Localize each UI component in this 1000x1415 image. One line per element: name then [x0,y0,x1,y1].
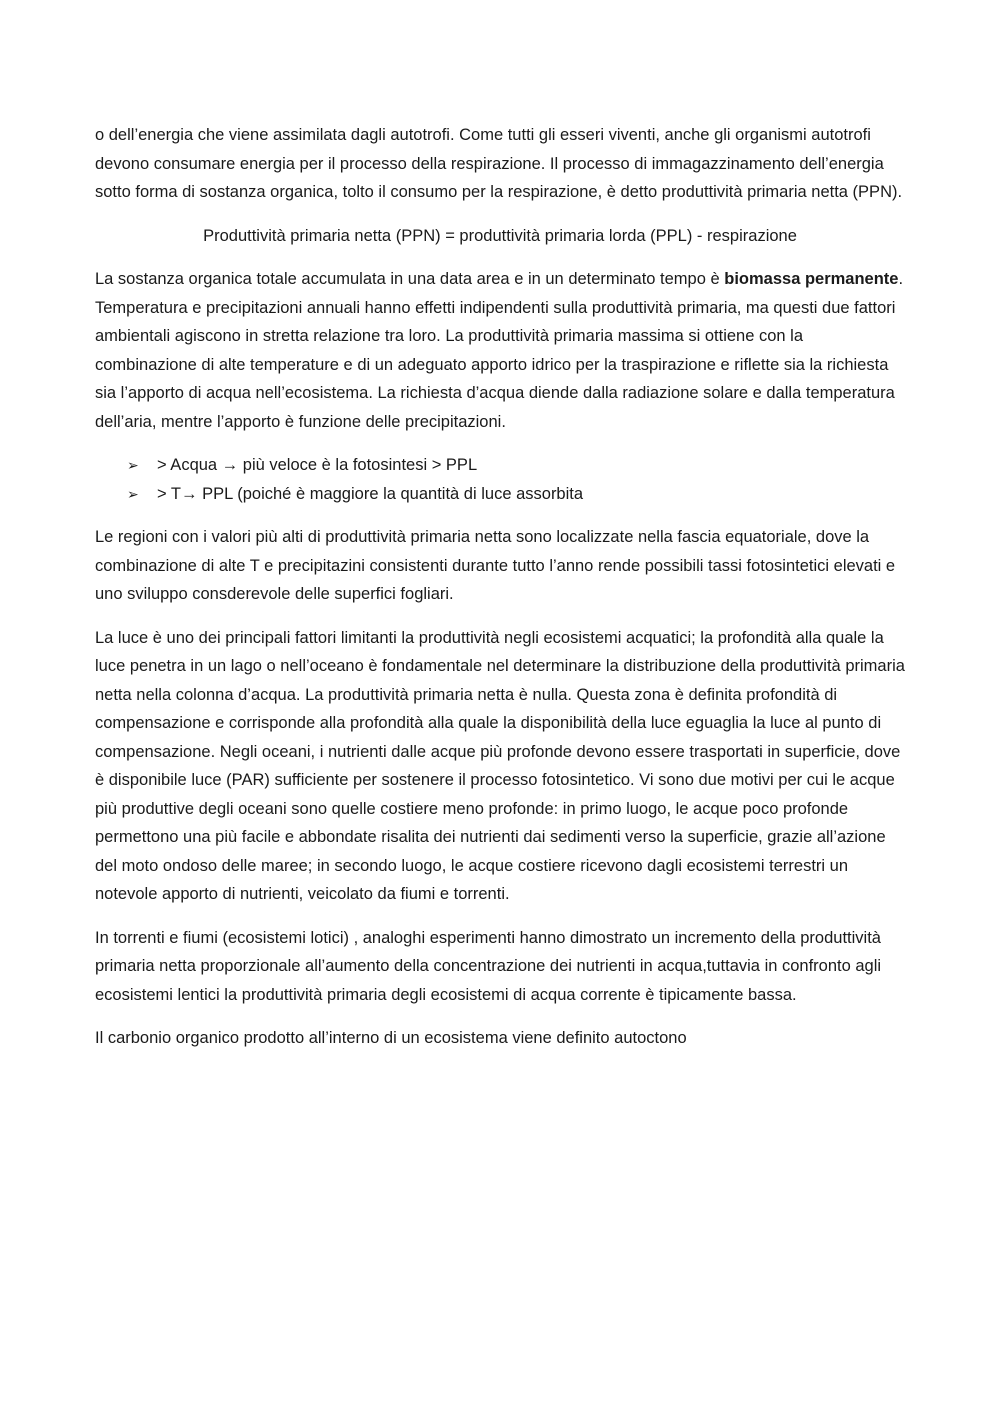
arrow-bullet-icon: ➢ [127,485,139,502]
term-biomassa-permanente: biomassa permanente [724,270,899,288]
paragraph-luce-ecosistemi-acquatici: La luce è uno dei principali fattori limitanti la produttività negli ecosistemi acquatici; la profondità alla quale la luce penetra in un lago o nell’oceano è fondamentale nel determinare la distribuzione della produttività primaria netta nella colonna d’acqua. La produttività primaria netta è nulla. Questa zona è definita profondità di compensazione e corrisponde alla profondità alla quale la disponibilità della luce eguaglia la luce al punto di compensazione. Negli oceani, i nutrienti dalle acque più profonde devono essere trasportati in superficie, dove è disponibile luce (PAR) sufficiente per sostenere il processo fotosintetico. Vi sono due motivi per cui le acque più produttive degli oceani sono quelle costiere meno profonde: in primo luogo, le acque poco profonde permettono una più facile e abbondate risalita dei nutrienti dai sedimenti verso la superficie, grazie all’azione del moto ondoso delle maree; in secondo luogo, le acque costiere ricevono dagli ecosistemi terrestri un notevole apporto di nutrienti, veicolato da fiumi e torrenti. [95,628,905,903]
paragraph-torrenti-fiumi: In torrenti e fiumi (ecosistemi lotici) , analoghi esperimenti hanno dimostrato un incremento della produttività primaria netta proporzionale all’aumento della concentrazione dei nutrienti in acqua,tuttavia in confronto agli ecosistemi lentici la produttività primaria degli ecosistemi di acqua corrente è tipicamente bassa. [95,928,882,1004]
list-item-text: > T→ PPL (poiché è maggiore la quantità di luce assorbita [157,484,584,503]
paragraph-ppn-definition: o dell’energia che viene assimilata dagli autotrofi. Come tutti gli esseri viventi, anche gli organismi autotrofi devono consumare energia per il processo della respirazione. Il processo di immagazzinamento dell’energia sotto forma di sostanza organica, tolto il consumo per la respirazione, è detto produttività primaria netta (PPN). [95,126,903,201]
document-page [95,121,905,1068]
formula-ppn: Produttività primaria netta (PPN) = produttività primaria lorda (PPL) - respirazione [203,226,797,245]
arrow-bullet-icon: ➢ [127,457,139,473]
list-item [127,451,905,480]
paragraph-biomassa-text-end: . Temperatura e precipitazioni annuali hanno effetti indipendenti sulla produttività primaria, ma questi due fattori ambientali agiscono in stretta relazione tra loro. La produttività primaria massima si ottiene con la combinazione di alte temperature e di un adeguato apporto idrico per la traspirazione e riflette sia la richiesta sia l’apporto di acqua nell’ecosistema. La richiesta d’acqua diende dalla radiazione solare e dalla temperatura dell’aria, mentre l’apporto è funzione delle precipitazioni. [95,270,904,431]
bullet-list [95,451,905,508]
paragraph-biomassa-text-start: La sostanza organica totale accumulata in una data area e in un determinato tempo è [95,270,725,288]
paragraph-biomassa [95,265,905,436]
paragraph-regioni-equatoriali: Le regioni con i valori più alti di produttività primaria netta sono localizzate nella fascia equatoriale, dove la combinazione di alte T e precipitazini consistenti durante tutto l’anno rende possibili tassi fotosintetici elevati e uno sviluppo consderevole delle superfici fogliari. [95,528,896,603]
paragraph-carbonio-autoctono: Il carbonio organico prodotto all’interno di un ecosistema viene definito autoctono [95,1029,687,1047]
list-item-text: > Acqua → più veloce è la fotosintesi > PPL [157,456,478,474]
list-item [127,480,905,509]
